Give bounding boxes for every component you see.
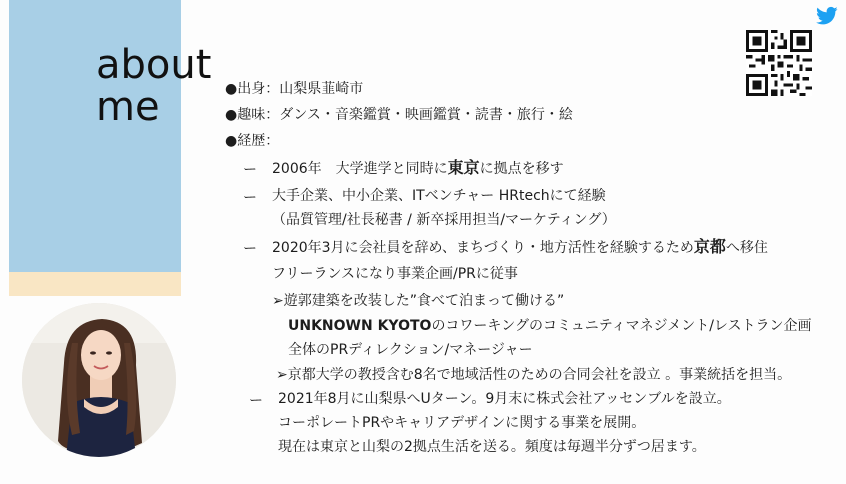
hometown-line: ●出身：山梨県韮崎市 — [225, 81, 364, 97]
career-entry-2006 — [272, 159, 564, 178]
career-2006-rest: に拠点を移す — [479, 161, 564, 177]
decorative-blue-panel — [9, 0, 181, 272]
career-dash-4: ー — [249, 393, 263, 409]
qr-code-icon[interactable] — [746, 30, 812, 96]
profile-photo — [22, 303, 176, 457]
career-2021-business: コーポレートPRやキャリアデザインに関する事業を展開。 — [278, 415, 646, 431]
career-entry-companies: 大手企業、中小企業、ITベンチャー HRtechにて経験 — [272, 188, 606, 204]
title-line-2: me — [96, 84, 160, 130]
career-entry-2020 — [272, 238, 768, 257]
career-2006-text: 2006年 大学進学と同時に — [272, 161, 448, 177]
career-2020-unknown-kyoto — [288, 317, 812, 335]
career-2020-sub1: ➢遊郭建築を改装した”食べて泊まって働ける” — [272, 293, 565, 309]
career-2020-pr-direction: 全体のPRディレクション/マネージャー — [288, 342, 533, 358]
career-2006-tokyo: 東京 — [447, 158, 480, 177]
career-2020-sub2: ➢京都大学の教授含む8名で地域活性のための合同会社を設立 。事業統括を担当。 — [276, 367, 792, 383]
career-2020-text: 2020年3月に会社員を辞め、まちづくり・地方活性を経験するため — [272, 240, 694, 256]
title-line-1: about — [96, 42, 212, 88]
unknown-kyoto-role: のコワーキングのコミュニティマネジメント/レストラン企画 — [431, 318, 812, 334]
twitter-bird-icon[interactable] — [816, 6, 838, 26]
career-dash-3: ー — [243, 241, 257, 257]
career-entry-2021: 2021年8月に山梨県へUターン。9月末に株式会社アッセンブルを設立。 — [278, 391, 731, 407]
decorative-cream-bar — [9, 272, 181, 296]
unknown-kyoto-name: UNKNOWN KYOTO — [288, 318, 432, 334]
hobbies-line: ●趣味：ダンス・音楽鑑賞・映画鑑賞・読書・旅行・絵 — [225, 107, 573, 123]
page-title — [96, 44, 211, 128]
career-entry-roles: （品質管理/社長秘書 / 新卒採用担当/マーケティング） — [272, 212, 616, 228]
career-2021-lifestyle: 現在は東京と山梨の2拠点生活を送る。頻度は毎週半分ずつ居ます。 — [278, 439, 706, 455]
career-label: ●経歴： — [225, 133, 280, 149]
career-2020-freelance: フリーランスになり事業企画/PRに従事 — [272, 266, 518, 282]
career-2020-kyoto: 京都 — [693, 237, 726, 256]
career-dash-1: ー — [243, 162, 257, 178]
career-dash-2: ー — [243, 190, 257, 206]
career-2020-rest: へ移住 — [725, 240, 768, 256]
